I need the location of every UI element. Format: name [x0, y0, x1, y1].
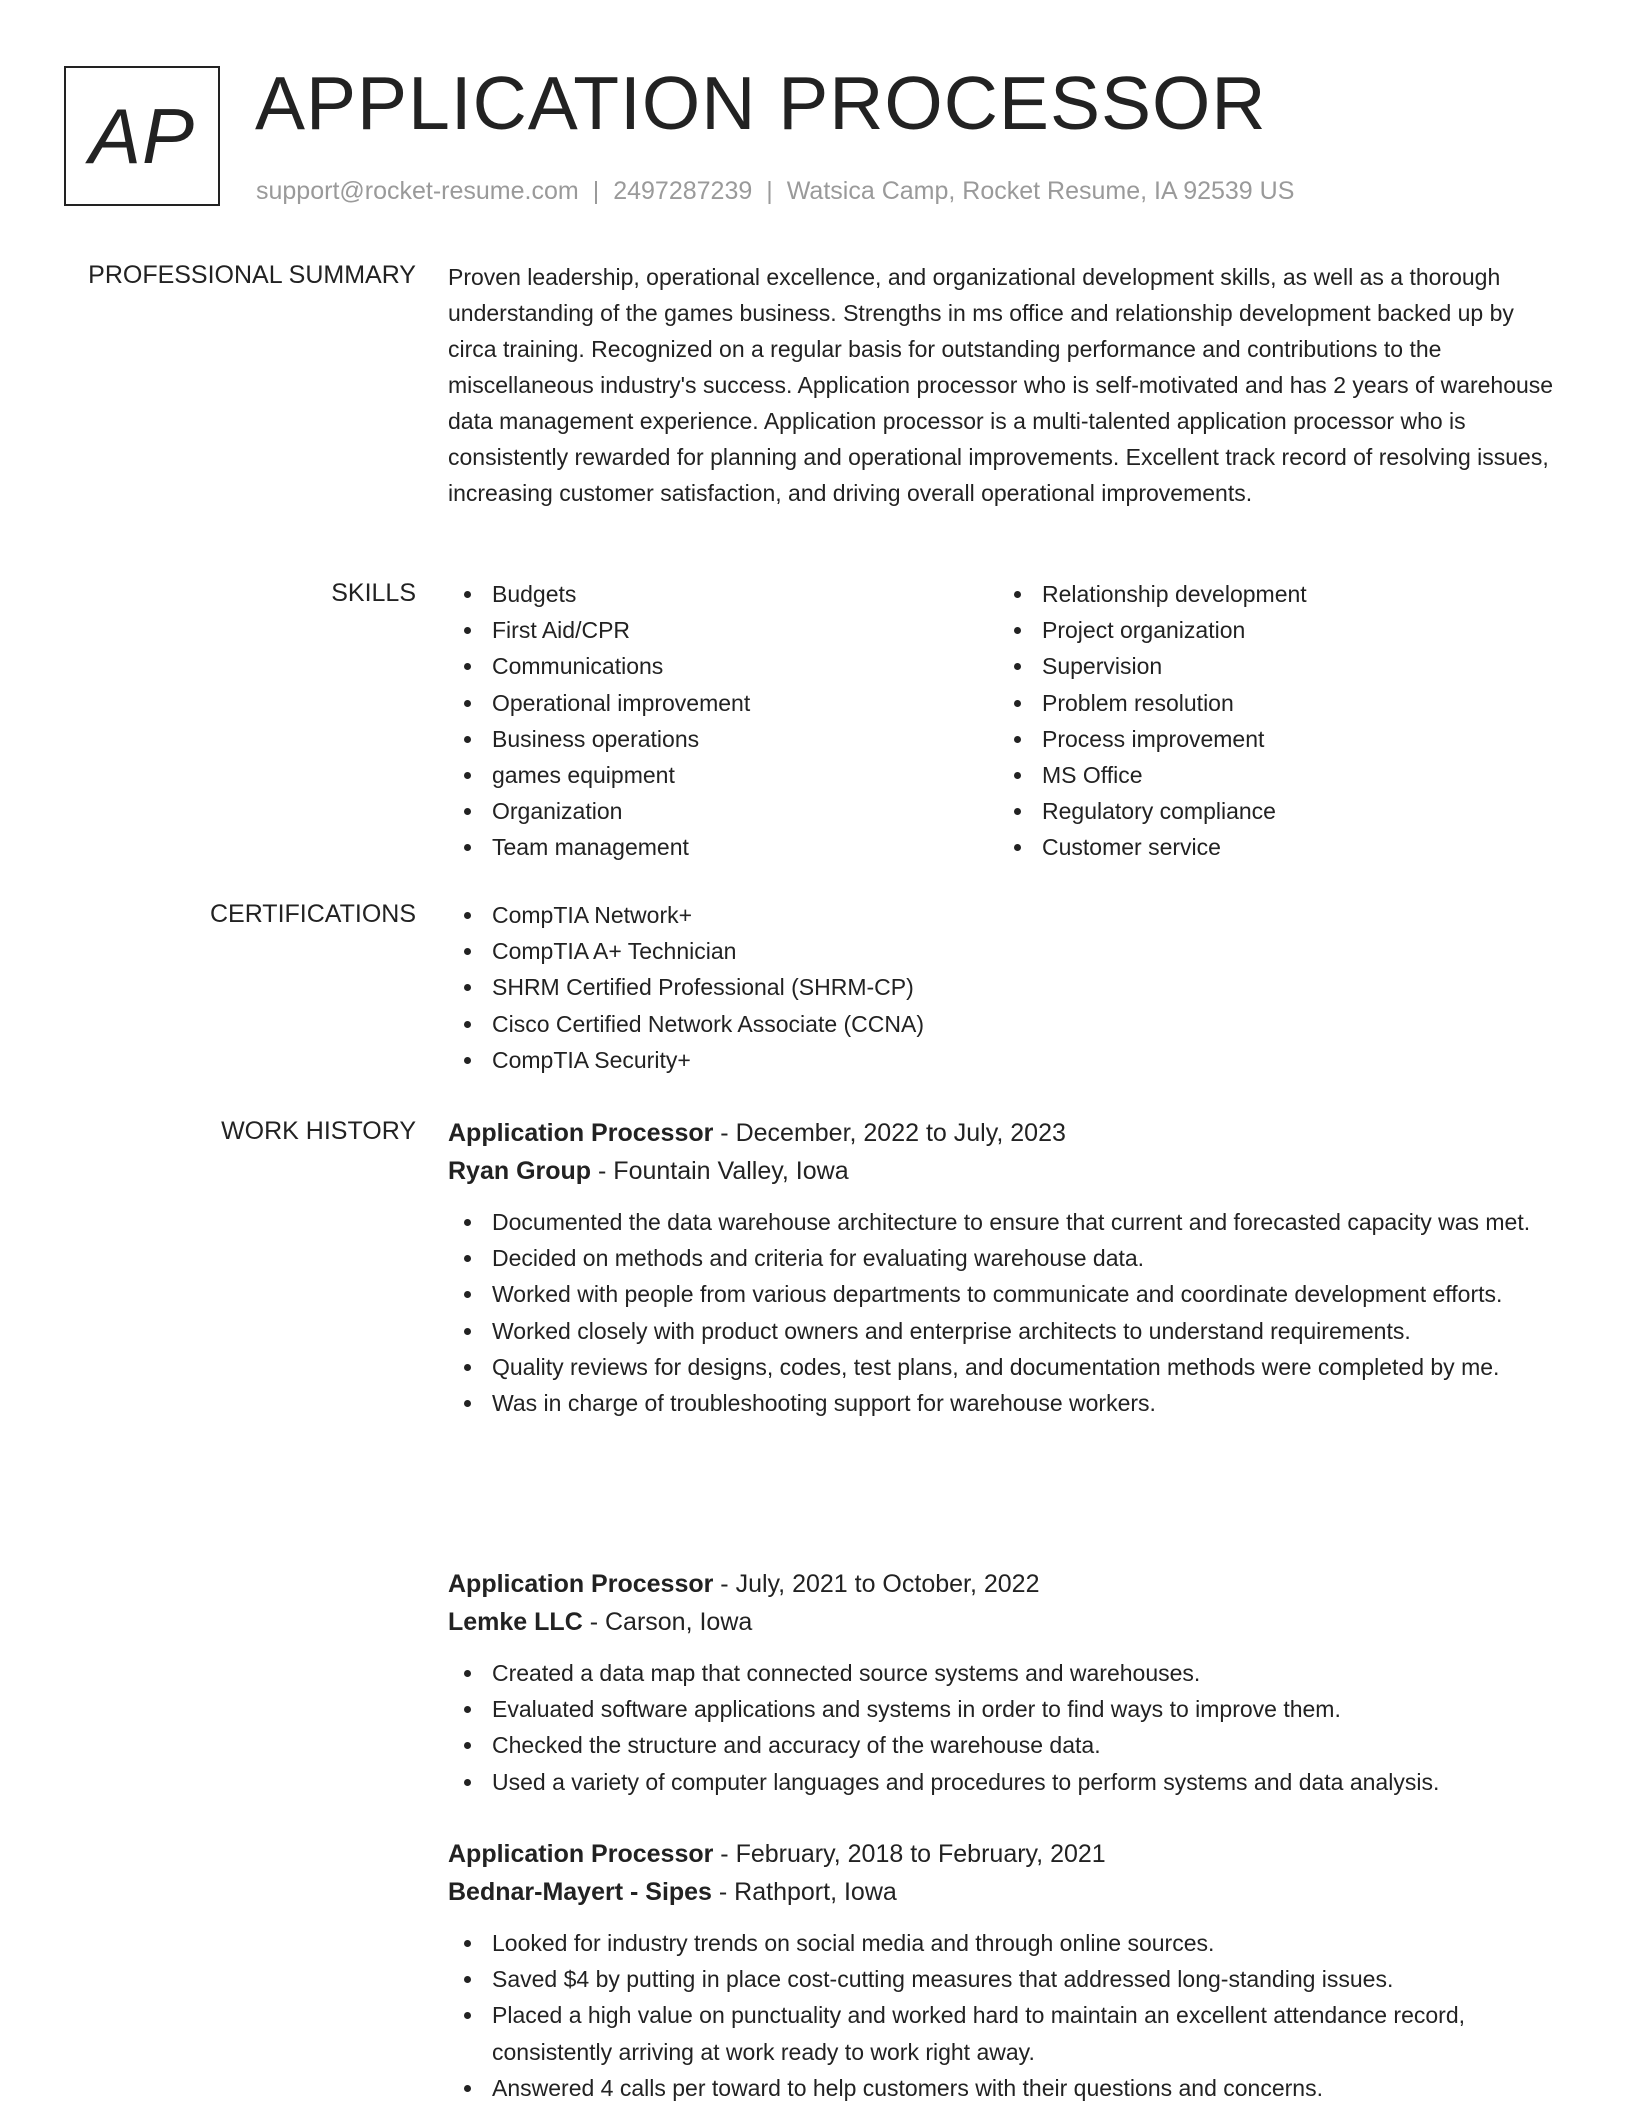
- job-duties-list: [448, 1655, 1564, 1800]
- job-dates: - December, 2022 to July, 2023: [713, 1119, 1066, 1147]
- contact-separator: |: [592, 177, 600, 205]
- skill-item: First Aid/CPR: [448, 612, 998, 648]
- skills-body: [448, 576, 1564, 866]
- skill-item: Operational improvement: [448, 685, 998, 721]
- certification-item: CompTIA Network+: [448, 897, 1564, 933]
- summary-text: Proven leadership, operational excellence, and organizational development skills, as well as a thorough understanding of the games business. Strengths in ms office and relationship development backed up by circa training. Recognized on a regular basis for outstanding performance and contributions to the miscellaneous industry's success. Application processor who is self-motivated and has 2 years of warehouse data management experience. Application processor is a multi-talented application processor who is consistently rewarded for planning and operational improvements. Excellent track record of resolving issues, increasing customer satisfaction, and driving overall operational improvements.: [448, 264, 1554, 506]
- job-company: Bednar-Mayert - Sipes: [448, 1878, 712, 1906]
- job-duty-item: Worked with people from various departments to communicate and coordinate development efforts.: [448, 1276, 1564, 1312]
- skill-item: Organization: [448, 793, 998, 829]
- skill-item: Customer service: [998, 829, 1548, 865]
- job-duty-item: Created a data map that connected source systems and warehouses.: [448, 1655, 1564, 1691]
- job-duty-item: Was in charge of troubleshooting support for warehouse workers.: [448, 1385, 1564, 1421]
- contact-line: [256, 174, 1294, 208]
- job-company-line: [448, 1152, 1564, 1190]
- job-dates: - July, 2021 to October, 2022: [713, 1570, 1040, 1598]
- job-duty-item: Checked the structure and accuracy of the warehouse data.: [448, 1727, 1564, 1763]
- job-duty-item: Evaluated software applications and systems in order to find ways to improve them.: [448, 1691, 1564, 1727]
- contact-phone: 2497287239: [613, 177, 753, 205]
- job-duty-item: Used a variety of computer languages and procedures to perform systems and data analysis.: [448, 1764, 1564, 1800]
- job-duty-item: Saved $4 by putting in place cost-cutting measures that addressed long-standing issues.: [448, 1961, 1564, 1997]
- job-company: Lemke LLC: [448, 1608, 583, 1636]
- job-dates: - February, 2018 to February, 2021: [713, 1840, 1106, 1868]
- certification-item: CompTIA Security+: [448, 1042, 1564, 1078]
- skill-item: Team management: [448, 829, 998, 865]
- skill-item: Supervision: [998, 648, 1548, 684]
- skills-column-right: [998, 576, 1548, 866]
- job-duty-item: Documented the data warehouse architecture to ensure that current and forecasted capacity was met.: [448, 1204, 1564, 1240]
- job-duty-item: Worked closely with product owners and enterprise architects to understand requirements.: [448, 1313, 1564, 1349]
- job-title-line: [448, 1114, 1564, 1152]
- job-duties-list: [448, 1204, 1564, 1421]
- skill-item: Budgets: [448, 576, 998, 612]
- skill-item: Problem resolution: [998, 685, 1548, 721]
- skill-item: games equipment: [448, 757, 998, 793]
- job-location: - Carson, Iowa: [582, 1608, 753, 1636]
- job-company-line: [448, 1603, 1564, 1641]
- certifications-list: [448, 897, 1564, 1078]
- job-duty-item: Quality reviews for designs, codes, test plans, and documentation methods were completed by me.: [448, 1349, 1564, 1385]
- contact-email: support@rocket-resume.com: [256, 177, 579, 205]
- job-duties-list: [448, 1925, 1564, 2106]
- contact-address: Watsica Camp, Rocket Resume, IA 92539 US: [786, 177, 1295, 205]
- skill-item: Process improvement: [998, 721, 1548, 757]
- certification-item: Cisco Certified Network Associate (CCNA): [448, 1006, 1564, 1042]
- monogram-badge: AP: [64, 66, 220, 206]
- contact-separator: |: [766, 177, 773, 205]
- job-duty-item: Looked for industry trends on social media and through online sources.: [448, 1925, 1564, 1961]
- certification-item: CompTIA A+ Technician: [448, 933, 1564, 969]
- skills-list-left: [448, 576, 998, 866]
- job-duty-item: Answered 4 calls per toward to help customers with their questions and concerns.: [448, 2070, 1564, 2106]
- section-label-work-history: WORK HISTORY: [221, 1117, 416, 1145]
- skill-item: Business operations: [448, 721, 998, 757]
- job-title-line: [448, 1565, 1564, 1603]
- job-location: - Rathport, Iowa: [711, 1878, 897, 1906]
- job-location: - Fountain Valley, Iowa: [591, 1157, 849, 1185]
- job-entry: [448, 1835, 1564, 2106]
- skill-item: Relationship development: [998, 576, 1548, 612]
- skill-item: MS Office: [998, 757, 1548, 793]
- job-entry: [448, 1565, 1564, 1800]
- skill-item: Project organization: [998, 612, 1548, 648]
- skill-item: Regulatory compliance: [998, 793, 1548, 829]
- section-label-certifications: CERTIFICATIONS: [209, 900, 416, 928]
- section-label-summary: PROFESSIONAL SUMMARY: [88, 261, 416, 289]
- summary-body: [448, 259, 1564, 511]
- skill-item: Communications: [448, 648, 998, 684]
- job-duty-item: Decided on methods and criteria for evaluating warehouse data.: [448, 1240, 1564, 1276]
- job-duty-item: Placed a high value on punctuality and worked hard to maintain an excellent attendance record, consistently arriving at work ready to work right away.: [448, 1997, 1564, 2069]
- job-company: Ryan Group: [448, 1157, 592, 1185]
- certifications-body: [448, 897, 1564, 1078]
- job-entry: [448, 1114, 1564, 1421]
- job-title: Application Processor: [448, 1570, 714, 1598]
- job-title: Application Processor: [448, 1840, 714, 1868]
- job-title: Application Processor: [448, 1119, 714, 1147]
- skills-column-left: [448, 576, 998, 866]
- skills-grid: [448, 576, 1564, 866]
- skills-list-right: [998, 576, 1548, 866]
- job-company-line: [448, 1873, 1564, 1911]
- certification-item: SHRM Certified Professional (SHRM-CP): [448, 969, 1564, 1005]
- section-label-skills: SKILLS: [331, 579, 416, 607]
- job-title-line: [448, 1835, 1564, 1873]
- candidate-name: APPLICATION PROCESSOR: [255, 61, 1267, 145]
